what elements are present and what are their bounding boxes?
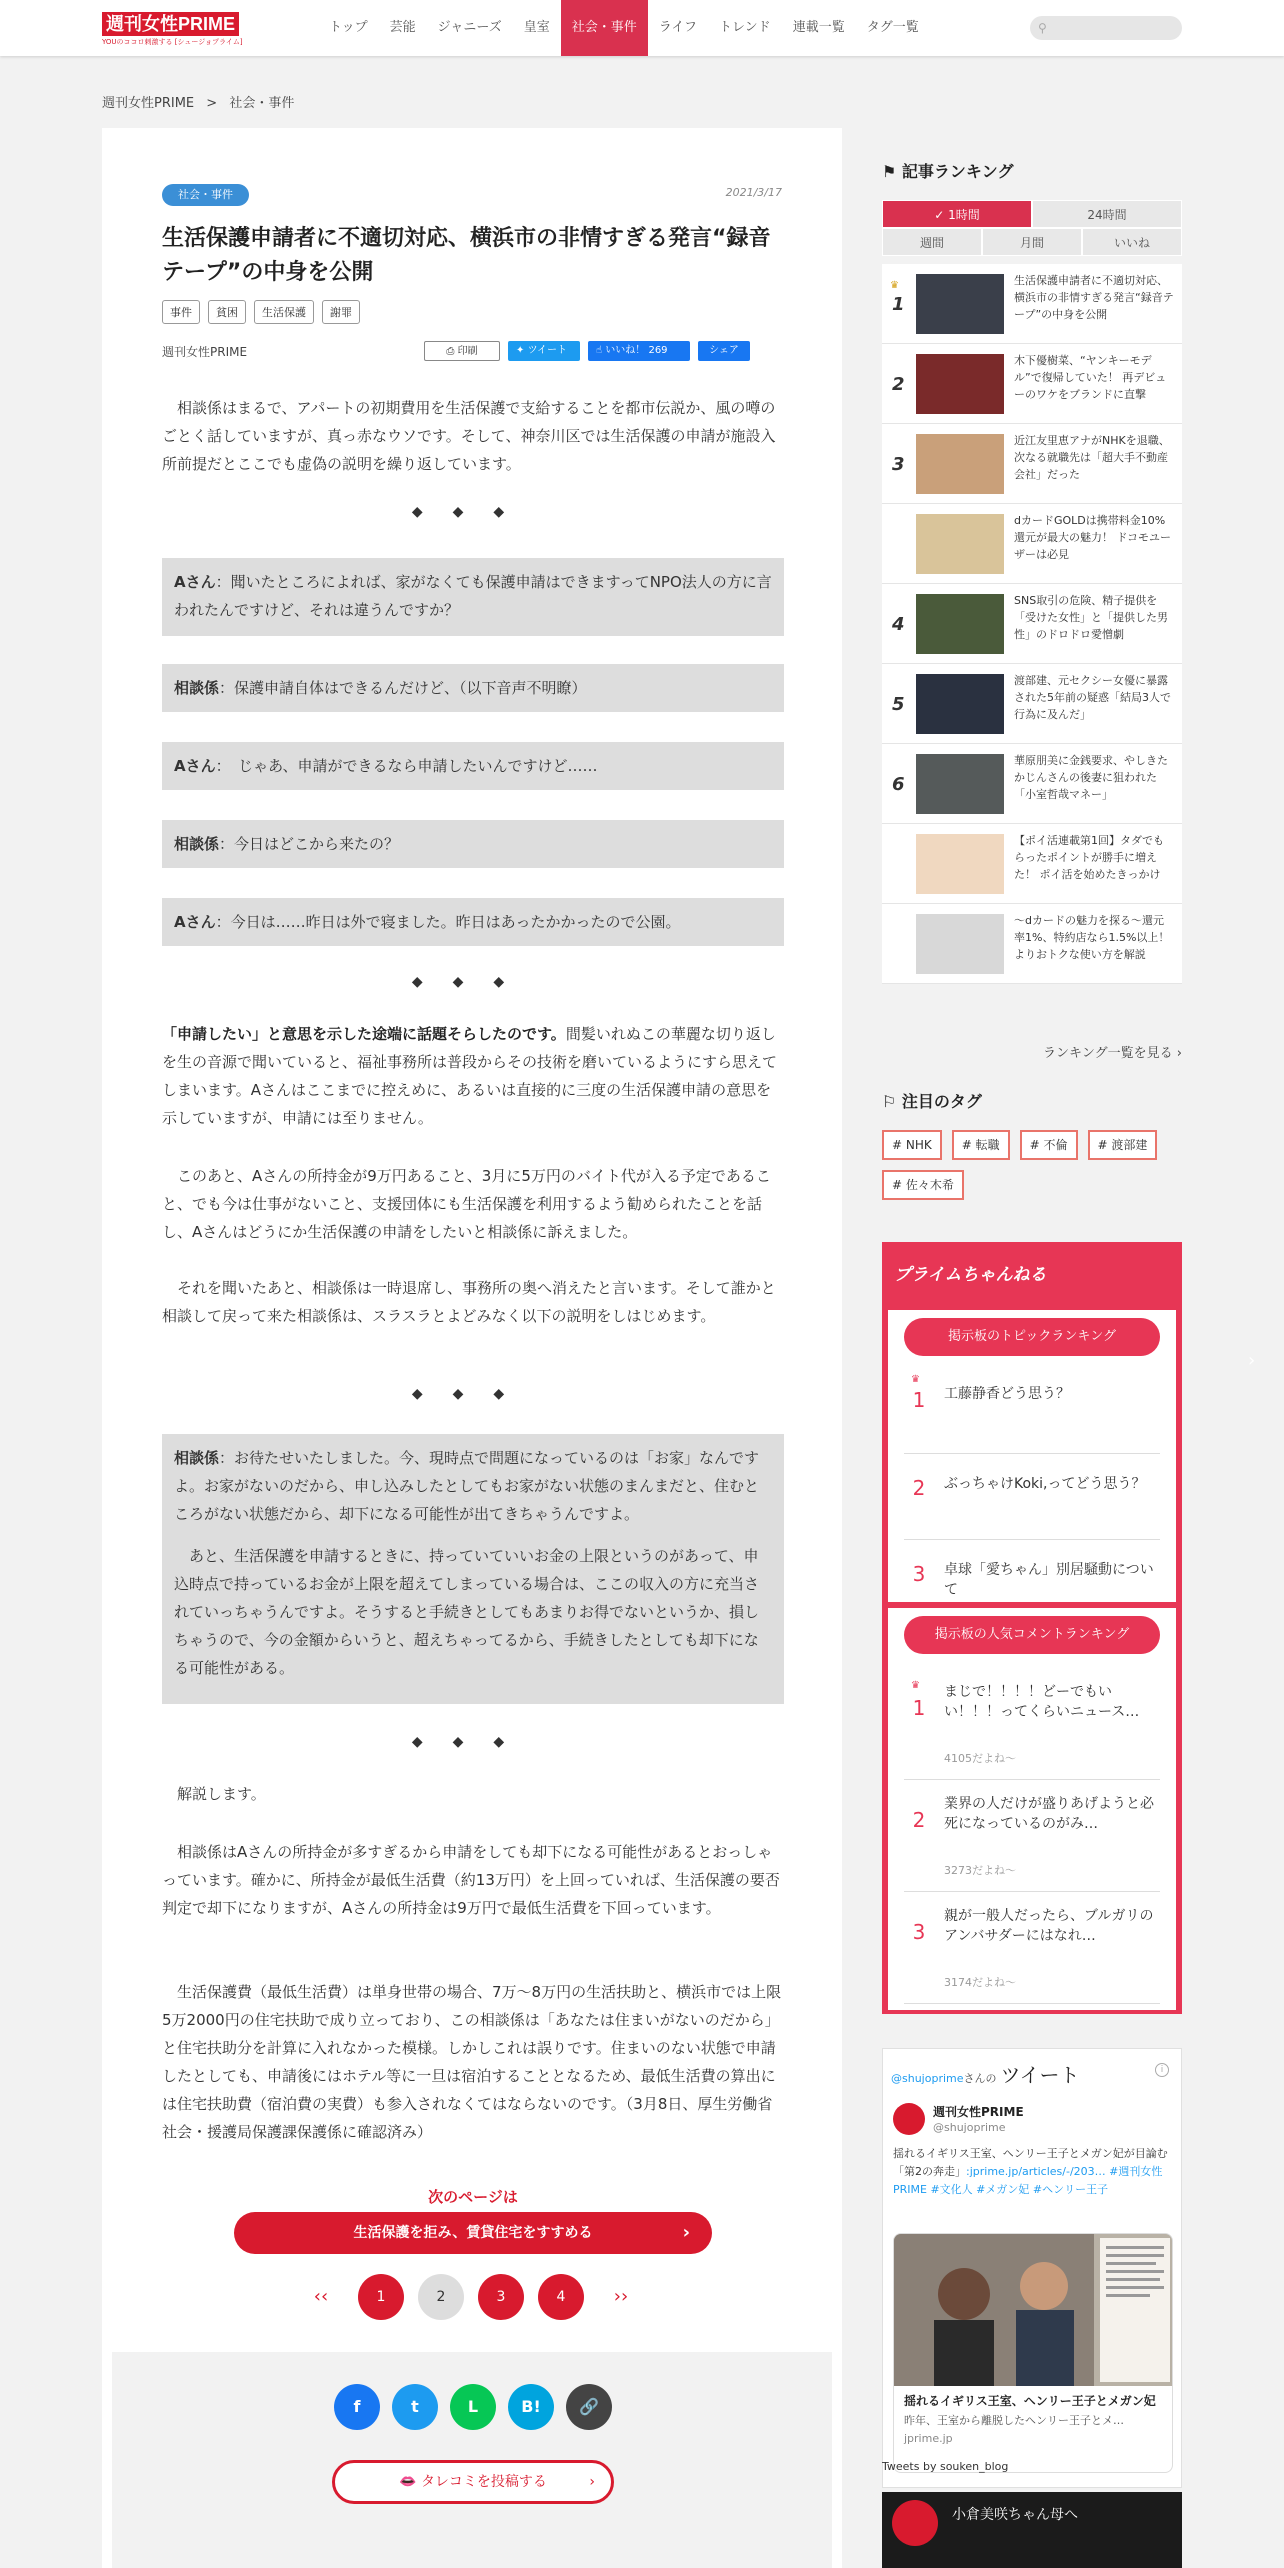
comment-rank: 1 [912, 1696, 926, 1720]
topic-title: 工藤静香どう思う？ [944, 1386, 1070, 1402]
ranking-thumbnail [916, 674, 1004, 734]
twitter-widget: @shujoprimeさんの ツイート i 週刊女性PRIME @shujoprime 揺れるイギリス王室、ヘンリー王子とメガン妃が目論む「第2の奔走」:jprime.jp/articles/-/203… #週刊女性PRIME #文化人 #メガン妃 #ヘンリー王子 揺れるイギリス王室、ヘンリー王子とメガン妃 昨年、王室から離脱したヘンリー王子とメ… jprime.jp [882, 2048, 1182, 2488]
ranking-title: 生活保護申請者に不適切対応、横浜市の非情すぎる発言“録音テープ”の中身を公開 [1014, 274, 1174, 321]
paragraph: それを聞いたあと、相談係は一時退席し、事務所の奥へ消えたと言います。そして誰かと相談して戻って来た相談係は、スラスラとよどみなく以下の説明をしはじめます。 [162, 1279, 776, 1325]
twitter-icon[interactable]: t [392, 2384, 438, 2430]
flag-icon: ⚑ [882, 162, 902, 181]
comment-text: 業界の人だけが盛りあげようと必死になっているのがみ… [944, 1796, 1154, 1832]
paragraph: 相談係はまるで、アパートの初期費用を生活保護で支給することを都市伝説か、風の噂のごとく話していますが、真っ赤なウソです。そして、神奈川区では生活保護の申請が施設入所前提だとここでも虚偽の説明を繰り返しています。 [162, 399, 776, 473]
link-icon[interactable]: 🔗 [566, 2384, 612, 2430]
ranking-thumbnail [916, 514, 1004, 574]
topic-ranking-header[interactable]: 掲示板のトピックランキング [904, 1318, 1160, 1356]
comment-item[interactable] [904, 1898, 1160, 2004]
topic-title: ぶっちゃけKoki,ってどう思う？ [944, 1476, 1146, 1492]
ranking-thumbnail [916, 354, 1004, 414]
pager-next-button[interactable]: ›› [613, 2286, 629, 2307]
article-tag[interactable]: 謝罪 [322, 300, 360, 324]
comment-rank: 3 [912, 1920, 926, 1944]
ranking-number: 2 [892, 374, 905, 395]
tweet-button[interactable]: ✦ ツイート [508, 341, 580, 361]
nav-item[interactable]: ライフ [658, 20, 697, 35]
ranking-item[interactable] [882, 744, 1182, 824]
comment-rank: 2 [912, 1808, 926, 1832]
ranking-list [882, 264, 1182, 984]
twitter-icon: ✦ [516, 345, 528, 356]
chevron-right-icon[interactable]: › [1248, 1350, 1256, 1371]
tweet-text: 揺れるイギリス王室、ヘンリー王子とメガン妃が目論む「第2の奔走」:jprime.jp/articles/-/203… #週刊女性PRIME #文化人 #メガン妃 #ヘンリー王子 [893, 2147, 1168, 2196]
nav-item[interactable]: 芸能 [389, 20, 416, 35]
tweet-user-handle[interactable]: @shujoprime [933, 2121, 1006, 2134]
dialogue-box: Aさん： じゃあ、申請ができるなら申請したいんですけど…… [162, 742, 784, 790]
article-tag[interactable]: 事件 [162, 300, 200, 324]
tweets-by-link[interactable]: Tweets by souken_blog [882, 2460, 1009, 2473]
nav-item[interactable]: トップ [329, 20, 368, 35]
avatar[interactable] [893, 2103, 925, 2135]
nav-item[interactable]: 皇室 [523, 20, 550, 35]
ranking-item[interactable] [882, 424, 1182, 504]
ranking-title: 【ポイ活連載第1回】タダでもらったポイントが勝手に増えた！ ポイ活を始めたきっかけ [1014, 834, 1164, 881]
category-badge[interactable]: 社会・事件 [162, 184, 249, 206]
comment-text: まじで！！！！どーでもいい！！！ってくらいニュース… [944, 1684, 1140, 1720]
topic-rank: 1 [912, 1388, 926, 1412]
breadcrumb-home[interactable]: 週刊女性PRIME [102, 96, 195, 111]
social-share-area [112, 2352, 832, 2568]
nav-item[interactable]: 社会・事件 [561, 0, 648, 56]
topic-ranking [888, 1310, 1176, 1602]
ranking-title: dカードGOLDは携帯料金10%還元が最大の魅力！ ドコモユーザーは必見 [1014, 514, 1172, 561]
comment-ranking-header[interactable]: 掲示板の人気コメントランキング [904, 1616, 1160, 1654]
comment-likes: 3273だよね〜 [944, 1864, 1016, 1877]
topic-title: 卓球「愛ちゃん」別居騒動について [944, 1562, 1154, 1598]
topic-rank: 2 [912, 1476, 926, 1500]
article-tag[interactable]: 生活保護 [254, 300, 314, 324]
dialogue-box: 相談係：お待たせいたしました。今、現時点で問題になっているのは「お家」なんですよ。お家がないのだから、申し込みしたとしてもお家がない状態のまんまだと、住むところがない状態だから、却下になる可能性が出てきちゃうんですよ。 あと、生活保護を申請するときに、持っていていいお金の上限というのがあって、申込時点で持っているお金が上限を超えてしまっている場合は、ここの収入の方に充当されていっちゃうんですよ。そうすると手続きとしてもあまりお得でないというか、損しちゃうので、今の金額からいうと、超えちゃってるから、手続きしたとしても却下になる可能性がある。 [162, 1434, 784, 1704]
nav-item[interactable]: ジャニーズ [437, 20, 502, 35]
ranking-item[interactable] [882, 904, 1182, 984]
next-page-button[interactable]: 生活保護を拒み、賃貸住宅をすすめる › [234, 2212, 712, 2254]
ranking-tab[interactable]: ✓ 1時間 [882, 200, 1032, 228]
tweet-card-image [894, 2234, 1173, 2386]
comment-likes: 3174だよね〜 [944, 1976, 1016, 1989]
comment-text: 親が一般人だったら、ブルガリのアンバサダーにはなれ… [944, 1908, 1154, 1944]
nav-item[interactable]: タグ一覧 [866, 20, 919, 35]
ranking-tabs [882, 200, 1182, 256]
ranking-title: 渡部建、元セクシー女優に暴露された5年前の疑惑「結局3人で行為に及んだ」 [1014, 674, 1171, 721]
paragraph: このあと、Aさんの所持金が9万円あること、3月に5万円のバイト代が入る予定であること、でも今は仕事がないこと、支援団体にも生活保護を利用するよう勧められたことを話し、Aさんはどうにか生活保護の申請をしたいと相談係に訴えました。 [162, 1167, 771, 1241]
ranking-thumbnail [916, 434, 1004, 494]
prime-channel-widget [882, 1242, 1182, 2014]
section-divider: ◆◆◆ [411, 1734, 535, 1750]
post-tip-button[interactable]: 👄 タレコミを投稿する › [332, 2460, 614, 2504]
thumbs-up-icon: ☝ [596, 345, 606, 356]
ranking-title: 木下優樹菜、“ヤンキーモデル”で復帰していた！ 再デビューのワケをブランドに直撃 [1014, 354, 1167, 401]
ranking-item[interactable] [882, 824, 1182, 904]
facebook-icon[interactable]: f [334, 2384, 380, 2430]
breadcrumb: 週刊女性PRIME > 社会・事件 [102, 96, 295, 111]
ranking-item[interactable] [882, 664, 1182, 744]
ranking-title: 近江友里恵アナがNHKを退職、次なる就職先は「超大手不動産会社」だった [1014, 434, 1170, 481]
section-divider: ◆◆◆ [411, 504, 535, 520]
ranking-heading: ⚑ 記事ランキング [882, 162, 1014, 181]
line-icon[interactable]: L [450, 2384, 496, 2430]
sidebar-tag[interactable]: # 佐々木希 [882, 1170, 964, 1200]
article-main [102, 128, 842, 2568]
sidebar-tag[interactable]: # 渡部建 [1088, 1130, 1158, 1160]
ranking-item[interactable] [882, 264, 1182, 344]
ranking-item[interactable] [882, 344, 1182, 424]
hatena-bookmark-icon[interactable]: B! [508, 2384, 554, 2430]
section-divider: ◆◆◆ [411, 1386, 535, 1402]
ranking-title: 華原朋美に金銭要求、やしきたかじんさんの後妻に狙われた「小室哲哉マネー」 [1014, 754, 1168, 801]
ranking-thumbnail [916, 594, 1004, 654]
paragraph: 生活保護費（最低生活費）は単身世帯の場合、7万～8万円の生活扶助と、横浜市では上限5万2000円の住宅扶助で成り立っており、この相談係は「あなたは住まいがないのだから」と住宅扶助分を計算に入れなかった模様。しかしこれは誤りです。住まいのない状態で申請したとしても、申請後にはホテル等に一旦は宿泊することとなるため、最低生活費の算出には住宅扶助費（宿泊費の実費）も参入されなくてはならないのです。（3月8日、厚生労働省社会・援護局保護課保護係に確認済み） [162, 1983, 782, 2141]
ranking-thumbnail [916, 914, 1004, 974]
crown-icon: ♛ [911, 1680, 920, 1691]
ranking-tab[interactable]: 週間 [882, 228, 982, 256]
pager-page-4[interactable]: 4 [538, 2274, 584, 2320]
print-button[interactable]: ⎙ 印刷 [424, 341, 500, 361]
social-icons [334, 2384, 612, 2430]
next-page-label: 次のページは [428, 2188, 518, 2206]
ranking-tab[interactable]: いいね [1082, 228, 1182, 256]
chevron-right-icon: › [589, 2474, 595, 2490]
video-embed[interactable]: 小倉美咲ちゃん母へ [882, 2492, 1182, 2568]
like-button[interactable]: ☝ いいね！ 269 [588, 341, 690, 361]
paragraph: 「申請したい」と意思を示した途端に話題そらしたのです。間髪いれぬこの華麗な切り返しを生の音源で聞いていると、福祉事務所は普段からその技術を磨いているようにすら思えてしまいます。Aさんはここまでに控えめに、あるいは直接的に三度の生活保護申請の意思を示していますが、申請には至りません。 [162, 1025, 778, 1127]
info-icon[interactable]: i [1155, 2063, 1169, 2077]
ranking-number: 4 [892, 614, 905, 635]
search-icon: ⚲ [1038, 21, 1047, 35]
ranking-number: 6 [892, 774, 905, 795]
pager-page-1[interactable]: 1 [358, 2274, 404, 2320]
share-bar [424, 341, 750, 361]
channel-banner[interactable]: プライムちゃんねる [884, 1244, 1180, 1310]
dialogue-box: 相談係：今日はどこから来たの？ [162, 820, 784, 868]
pager-prev-button[interactable]: ‹‹ [313, 2286, 329, 2307]
topic-item[interactable] [904, 1460, 1160, 1540]
tag-list [882, 1130, 1182, 1200]
ranking-title: 〜dカードの魅力を探る〜還元率1%、特約店なら1.5%以上！よりおトクな使い方を解説 [1014, 914, 1170, 961]
article-tags [162, 300, 360, 324]
article-author: 週刊女性PRIME [162, 345, 248, 359]
comment-ranking [888, 1608, 1176, 2010]
print-icon: ⎙ [446, 346, 458, 357]
pagination [298, 2274, 644, 2320]
dialogue-box: Aさん：今日は……昨日は外で寝ました。昨日はあったかかったので公園。 [162, 898, 784, 946]
topic-item[interactable] [904, 1374, 1160, 1454]
lips-icon: 👄 [399, 2474, 421, 2490]
ranking-item[interactable] [882, 584, 1182, 664]
tweet-card[interactable]: 揺れるイギリス王室、ヘンリー王子とメガン妃 昨年、王室から離脱したヘンリー王子とメ… jprime.jp [893, 2233, 1173, 2473]
ranking-item[interactable] [882, 504, 1182, 584]
paragraph: 相談係はAさんの所持金が多すぎるから申請をしても却下になる可能性があるとおっしゃっています。確かに、所持金が最低生活費（約13万円）を上回っていれば、生活保護の要否判定で却下になりますが、Aさんの所持金は9万円で最低生活費を下回っています。 [162, 1843, 780, 1917]
ranking-tab[interactable]: 24時間 [1032, 200, 1182, 228]
site-logo[interactable]: 週刊女性PRIME YOUのココロ刺激する [シュージョプライム] [102, 14, 243, 46]
sidebar-tag[interactable]: # NHK [882, 1130, 942, 1160]
ranking-thumbnail [916, 274, 1004, 334]
pager-page-3[interactable]: 3 [478, 2274, 524, 2320]
comment-item[interactable] [904, 1786, 1160, 1892]
ranking-number: 5 [892, 694, 905, 715]
comment-item[interactable] [904, 1674, 1160, 1780]
site-header [0, 0, 1284, 56]
facebook-share-button[interactable]: シェア [698, 341, 750, 361]
ranking-title: SNS取引の危険、精子提供を「受けた女性」と「提供した男性」のドロドロ愛憎劇 [1014, 594, 1168, 641]
dialogue-box: Aさん：聞いたところによれば、家がなくても保護申請はできますってNPO法人の方に言われたんですけど、それは違うんですか？ [162, 558, 784, 636]
nav-item[interactable]: 連載一覧 [792, 20, 845, 35]
tag-icon: ⚐ [882, 1092, 902, 1111]
chevron-right-icon: › [1172, 1046, 1182, 1061]
paragraph: 解説します。 [177, 1785, 266, 1803]
breadcrumb-current[interactable]: 社会・事件 [229, 96, 295, 111]
ranking-tab[interactable]: 月間 [982, 228, 1082, 256]
dialogue-box: 相談係：保護申請自体はできるんだけど、（以下音声不明瞭） [162, 664, 784, 712]
ranking-number: 3 [892, 454, 905, 475]
crown-icon: ♛ [890, 280, 899, 291]
article-tag[interactable]: 貧困 [208, 300, 246, 324]
tweet-user-name[interactable]: 週刊女性PRIME [933, 2105, 1024, 2119]
ranking-thumbnail [916, 834, 1004, 894]
publish-date: 2021/3/17 [725, 186, 782, 199]
article-title: 生活保護申請者に不適切対応、横浜市の非情すぎる発言“録音テープ”の中身を公開 [162, 226, 771, 285]
nav-item[interactable]: トレンド [719, 20, 771, 35]
pager-page-2[interactable]: 2 [418, 2274, 464, 2320]
tags-heading: ⚐ 注目のタグ [882, 1092, 982, 1111]
ranking-thumbnail [916, 754, 1004, 814]
channel-logo [892, 2500, 938, 2546]
sidebar-tag[interactable]: # 不倫 [1020, 1130, 1078, 1160]
crown-icon: ♛ [911, 1374, 920, 1385]
main-nav [318, 0, 930, 56]
chevron-right-icon: › [682, 2222, 690, 2243]
ranking-number: 1 [892, 294, 905, 315]
comment-likes: 4105だよね〜 [944, 1752, 1016, 1765]
ranking-more-link[interactable]: ランキング一覧を見る › [1043, 1046, 1182, 1061]
search-input[interactable] [1030, 16, 1182, 40]
section-divider: ◆◆◆ [411, 974, 535, 990]
sidebar-tag[interactable]: # 転職 [952, 1130, 1010, 1160]
topic-rank: 3 [912, 1562, 926, 1586]
